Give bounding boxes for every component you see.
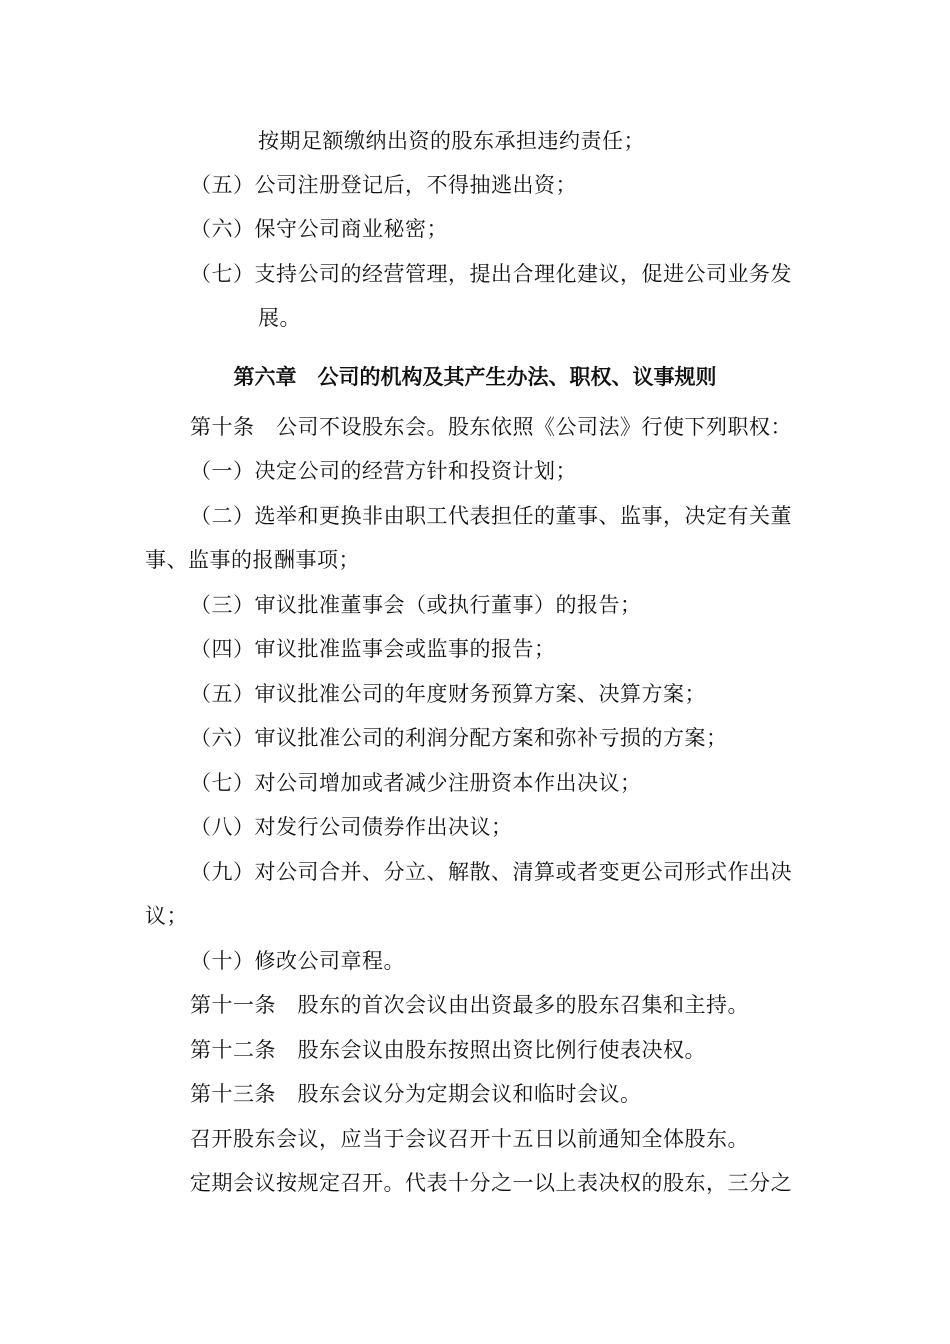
text-line: 第十三条 股东会议分为定期会议和临时会议。 — [190, 1082, 642, 1106]
text-line: 第十一条 股东的首次会议由出资最多的股东召集和主持。 — [190, 993, 749, 1017]
text-line: （八）对发行公司债券作出决议； — [190, 815, 513, 839]
text-line: （六）保守公司商业秘密； — [190, 217, 448, 241]
text-line: 按期足额缴纳出资的股东承担违约责任； — [258, 129, 645, 153]
text-line: （四）审议批准监事会或监事的报告； — [190, 637, 556, 661]
text-line: （七）对公司增加或者减少注册资本作出决议； — [190, 771, 642, 795]
text-line: 议； — [145, 904, 188, 928]
text-line: 定期会议按规定召开。代表十分之一以上表决权的股东，三分之 — [190, 1171, 792, 1195]
text-line: 第十条 公司不设股东会。股东依照《公司法》行使下列职权： — [190, 415, 792, 439]
text-line: 展。 — [258, 306, 301, 330]
text-line: （三）审议批准董事会（或执行董事）的报告； — [190, 593, 642, 617]
text-line: 第十二条 股东会议由股东按照出资比例行使表决权。 — [190, 1038, 706, 1062]
text-line: （二）选举和更换非由职工代表担任的董事、监事，决定有关董 — [190, 504, 792, 528]
text-line: （五）审议批准公司的年度财务预算方案、决算方案； — [190, 682, 706, 706]
text-line: （七）支持公司的经营管理，提出合理化建议，促进公司业务发 — [190, 262, 792, 286]
text-line: （五）公司注册登记后，不得抽逃出资； — [190, 173, 577, 197]
text-line: （十）修改公司章程。 — [190, 949, 405, 973]
text-line: 召开股东会议，应当于会议召开十五日以前通知全体股东。 — [190, 1127, 749, 1151]
text-line: （六）审议批准公司的利润分配方案和弥补亏损的方案； — [190, 726, 728, 750]
text-line: （一）决定公司的经营方针和投资计划； — [190, 459, 577, 483]
chapter-heading: 第六章 公司的机构及其产生办法、职权、议事规则 — [233, 365, 717, 389]
text-line: （九）对公司合并、分立、解散、清算或者变更公司形式作出决 — [190, 860, 792, 884]
text-line: 事、监事的报酬事项； — [145, 548, 360, 572]
